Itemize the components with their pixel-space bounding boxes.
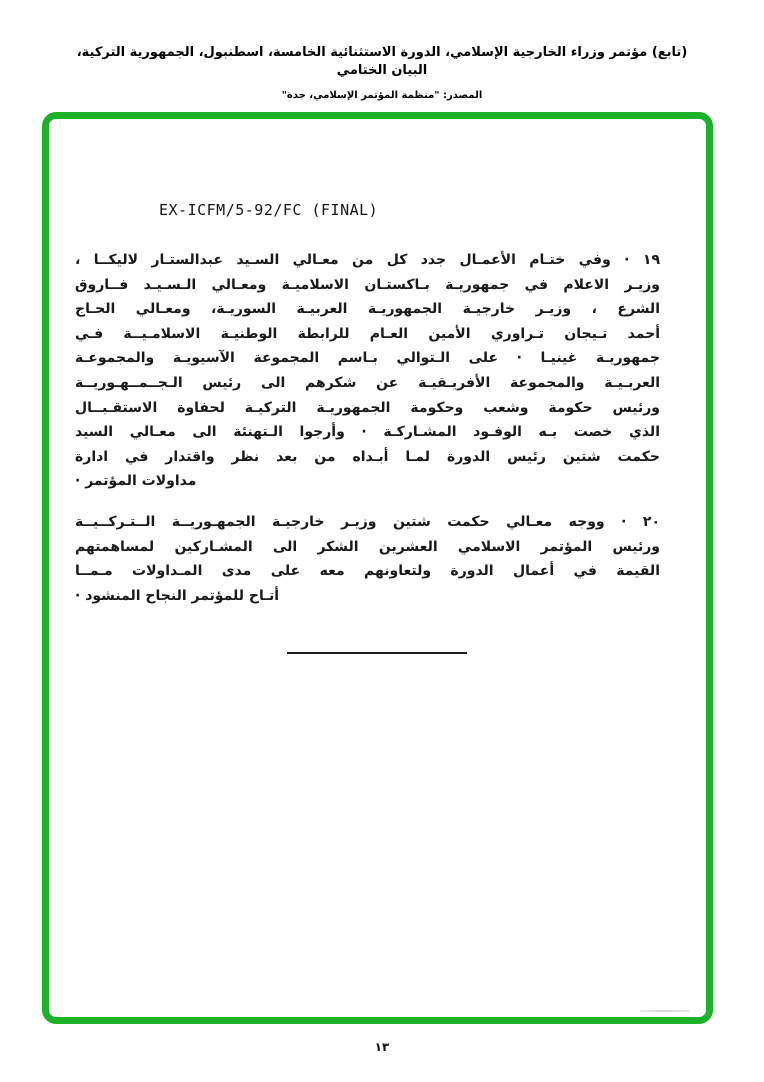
paragraph-19-line: الشرع ، وزيـر خارجيـة الجمهوريـة العربيـة السوريـة، ومعـالي الحـاج xyxy=(75,301,660,318)
paragraph-20-last-line: أتـاح للمؤتمر النجاح المنشود · xyxy=(75,587,280,604)
scanned-document-frame xyxy=(42,112,713,1024)
paragraph-20 xyxy=(75,510,660,608)
paragraph-19-line: أحمد تـيجان تـراوري الأمين العـام للرابطة الوطنيـة الاسلامـيــة فـي xyxy=(75,325,660,342)
paragraph-19-line: العربـيـة والمجموعة الأفريـقيـة عن شكرهم الى رئيس الـجــمــهـوريــة xyxy=(75,374,660,391)
paragraph-19-line: حكمت شتين رئيس الدورة لمـا أبـداه من بعد نظر واقتدار في ادارة xyxy=(75,448,660,465)
paragraph-19-line: الذي خصت بـه الوفـود المشـاركـة · وأرجوا الـتهنئة الى معـالي السيد xyxy=(75,424,660,441)
header-source-line: المصدر: "منظمة المؤتمر الإسلامي، جدة" xyxy=(281,90,483,101)
paragraph-19-line: وزيـر الاعلام في جمهوريـة بـاكستـان الاسلاميـة ومعـالي الـسـيـد فــاروق xyxy=(75,276,660,293)
paragraph-19-line: ورئيس حكومة وشعب وحكومة الجمهوريـة التركيـة لحفاوة الاستقـبــال xyxy=(75,399,660,416)
paragraph-20-line: ورئيس المؤتمر الاسلامي العشرين الشكر الى المشـاركين لمساهمتهم xyxy=(75,538,660,555)
scan-artifact xyxy=(640,1010,690,1012)
page-header xyxy=(0,44,764,101)
reference-code: EX-ICFM/5-92/FC (FINAL) xyxy=(159,201,379,219)
header-title: (تابع) مؤتمر وزراء الخارجية الإسلامي، الدورة الاستثنائية الخامسة، اسطنبول، الجمهورية التركية، البيان الختامي xyxy=(76,45,688,78)
paragraph-19-last-line: مداولات المؤتمر · xyxy=(75,473,197,490)
page-number: ١٣ xyxy=(374,1040,390,1054)
paragraph-20-line: القيمة في أعمال الدورة ولتعاونهم معه على مدى المـداولات مـمــا xyxy=(75,563,660,580)
paragraph-19-line: جمهوريـة غينيـا · على الـتوالي بـاسم المجموعة الآسيويـة والمجموعـة xyxy=(75,350,660,367)
paragraph-19 xyxy=(75,248,660,494)
closing-divider-line xyxy=(287,652,467,654)
paragraph-19-line: ١٩ · وفي ختـام الأعمـال جدد كل من معـالي السـيد عبدالستـار لاليكــا ، xyxy=(75,252,660,268)
document-body xyxy=(75,248,660,608)
paragraph-20-line: ٢٠ · ووجه معـالي حكمت شتين وزيـر خارجيـة الجمهـوريــة الــتـركــيــة xyxy=(75,513,660,530)
